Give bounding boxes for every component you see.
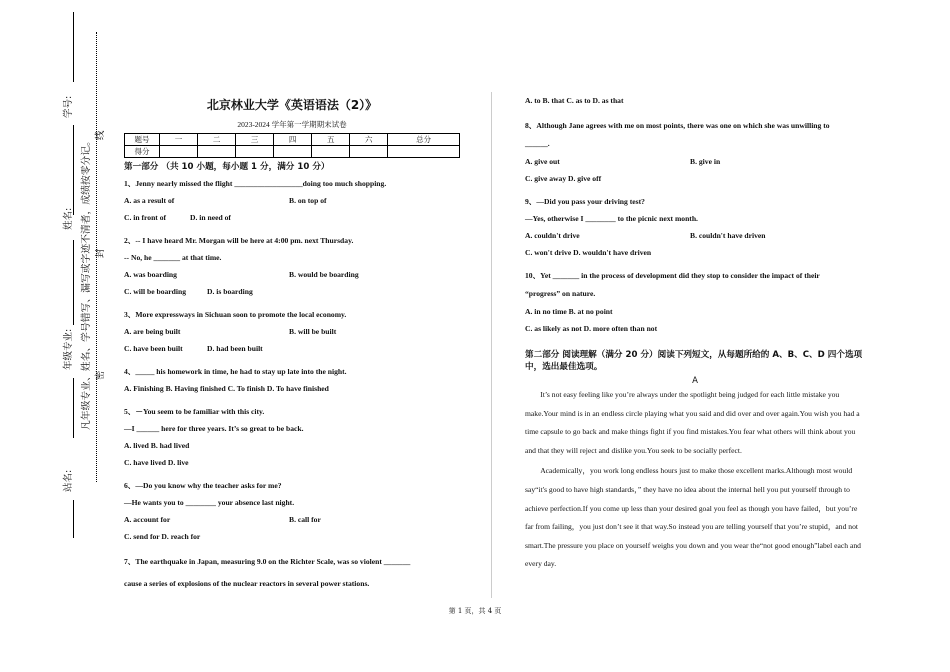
label-zhanming: 站名: bbox=[63, 469, 74, 492]
question-9: 9、—Did you pass your driving test? bbox=[525, 197, 645, 206]
question-9-options-row1 bbox=[525, 227, 865, 244]
question-5-reply: —I ______ here for three years. It’s so great to be back. bbox=[124, 424, 304, 433]
option: D. in need of bbox=[190, 213, 231, 222]
label-nianji: 年级专业: bbox=[63, 328, 74, 370]
question-2-options-row2 bbox=[124, 283, 460, 300]
question-7-cont: cause a series of explosions of the nuclear reactors in several power stations. bbox=[124, 579, 370, 588]
question-4-options: A. Finishing B. Having finished C. To finish D. To have finished bbox=[124, 384, 329, 393]
option: B. couldn't have driven bbox=[690, 231, 766, 240]
score-cell: 二 bbox=[198, 134, 236, 146]
exam-title: 北京林业大学《英语语法（2）》 bbox=[206, 98, 378, 112]
column-divider bbox=[491, 92, 492, 598]
score-blank[interactable] bbox=[160, 146, 198, 158]
option: A. are being built bbox=[124, 327, 181, 336]
option: B. on top of bbox=[289, 196, 327, 205]
option: A. give out bbox=[525, 157, 560, 166]
exam-subtitle: 2023-2024 学年第一学期期末试卷 bbox=[237, 120, 347, 129]
name-underline bbox=[73, 12, 74, 82]
score-cell: 四 bbox=[274, 134, 312, 146]
question-6-reply: —He wants you to ________ your absence last night. bbox=[124, 498, 295, 507]
question-1-options-row2 bbox=[124, 209, 460, 226]
instructions-text: 凡年级专业、姓名、学号错写、漏写或字迹不清者，成绩按零分记。 bbox=[81, 136, 92, 430]
question-7-options: A. to B. that C. as to D. as that bbox=[525, 96, 624, 105]
part1-heading: 第一部分 （共 10 小题，每小题 1 分，满分 10 分） bbox=[124, 162, 330, 172]
question-3-options-row2 bbox=[124, 340, 460, 357]
question-10-options-row2: C. as likely as not D. more often than not bbox=[525, 324, 658, 333]
label-xuehao: 学号: bbox=[63, 95, 74, 118]
question-2-reply: -- No, he _______ at that time. bbox=[124, 253, 222, 262]
score-cell: 一 bbox=[160, 134, 198, 146]
question-10: 10、Yet _______ in the process of development did they stop to consider the impact of their bbox=[525, 271, 820, 280]
score-cell: 总分 bbox=[388, 134, 460, 146]
option: D. had been built bbox=[207, 344, 263, 353]
passage-paragraph-2: Academically，you work long endless hours just to make those excellent marks.Although most would say“it's good to have high standards，” they have no idea about the internal hell you put yourself through to achieve perfection.If you come up less than your desired goal you feel as though you have failed，but you’re far from failing，you just don’t see it that way.So instead you are telling yourself that you’re stupid，and not smart.The pressure you place on yourself weighs you down and you wear the“not good enough”label each and every day. bbox=[525, 466, 861, 569]
seal-xian: 线 bbox=[95, 130, 106, 140]
score-cell: 六 bbox=[350, 134, 388, 146]
option: A. account for bbox=[124, 515, 171, 524]
zhanming-underline bbox=[73, 500, 74, 538]
question-7: 7、The earthquake in Japan, measuring 9.0 on the Richter Scale, was so violent _______ bbox=[124, 557, 411, 566]
question-3-options-row1 bbox=[124, 323, 460, 340]
option: D. is boarding bbox=[207, 287, 253, 296]
left-column bbox=[124, 96, 460, 595]
question-8: 8、Although Jane agrees with me on most points, there was one on which she was unwilling to bbox=[525, 121, 830, 130]
question-10-cont: “progress” on nature. bbox=[525, 289, 596, 298]
option: B. will be built bbox=[289, 327, 337, 336]
question-1: 1、Jenny nearly missed the flight __________________doing too much shopping. bbox=[124, 179, 387, 188]
question-2: 2、-- I have heard Mr. Morgan will be here at 4:00 pm. next Thursday. bbox=[124, 236, 354, 245]
option: B. would be boarding bbox=[289, 270, 359, 279]
question-8-cont: ______. bbox=[525, 139, 550, 148]
score-table-header-row bbox=[125, 134, 460, 146]
question-8-options-row2: C. give away D. give off bbox=[525, 174, 602, 183]
question-6-options-row2: C. send for D. reach for bbox=[124, 532, 201, 541]
option: A. couldn't drive bbox=[525, 231, 580, 240]
question-1-options-row1 bbox=[124, 192, 460, 209]
label-xingming: 姓名: bbox=[63, 207, 74, 230]
passage-label: A bbox=[692, 376, 698, 386]
seal-line bbox=[96, 32, 97, 482]
seal-mi: 密 bbox=[95, 370, 106, 380]
option: B. call for bbox=[289, 515, 321, 524]
question-4: 4、_____ his homework in time, he had to stay up late into the night. bbox=[124, 367, 347, 376]
option: C. have been built bbox=[124, 344, 183, 353]
part2-heading: 第二部分 阅读理解（满分 20 分）阅读下列短文，从每题所给的 A、B、C、D 四个选项中，选出最佳选项。 bbox=[525, 350, 863, 372]
question-9-options-row2: C. won't drive D. wouldn't have driven bbox=[525, 248, 652, 257]
score-blank[interactable] bbox=[198, 146, 236, 158]
option: C. in front of bbox=[124, 213, 167, 222]
question-6-options-row1 bbox=[124, 511, 460, 528]
score-blank[interactable] bbox=[350, 146, 388, 158]
question-10-options-row1: A. in no time B. at no point bbox=[525, 307, 613, 316]
xuehao-underline bbox=[73, 125, 74, 215]
option: A. was boarding bbox=[124, 270, 177, 279]
question-9-reply: —Yes, otherwise I ________ to the picnic next month. bbox=[525, 214, 698, 223]
score-table bbox=[124, 133, 460, 158]
option: A. as a result of bbox=[124, 196, 175, 205]
score-cell: 五 bbox=[312, 134, 350, 146]
score-cell: 得分 bbox=[125, 146, 160, 158]
score-blank[interactable] bbox=[274, 146, 312, 158]
question-3: 3、More expressways in Sichuan soon to promote the local economy. bbox=[124, 310, 347, 319]
question-8-options-row1 bbox=[525, 153, 865, 170]
question-6: 6、—Do you know why the teacher asks for me? bbox=[124, 481, 282, 490]
score-blank[interactable] bbox=[388, 146, 460, 158]
right-column bbox=[525, 92, 865, 574]
score-table-score-row bbox=[125, 146, 460, 158]
passage-paragraph-1: It’s not easy feeling like you’re always under the spotlight being judged for each little mistake you make.Your mind is in an endless circle playing what you said and did over and over again.You wish you had a time capsule to go back and make things fight if you find mistakes.You fear what others will think about you and that they will reject and dislike you.You seek to be socially perfect. bbox=[525, 390, 860, 455]
option: B. give in bbox=[690, 157, 721, 166]
score-blank[interactable] bbox=[236, 146, 274, 158]
score-blank[interactable] bbox=[312, 146, 350, 158]
seal-feng: 封 bbox=[95, 248, 106, 258]
nianji-underline bbox=[73, 378, 74, 438]
option: C. will be boarding bbox=[124, 287, 187, 296]
page-footer: 第 1 页，共 4 页 bbox=[448, 607, 502, 615]
binding-margin bbox=[0, 0, 110, 672]
xingming-underline bbox=[73, 240, 74, 325]
question-5-options-row1: A. lived B. had lived bbox=[124, 441, 190, 450]
question-5-options-row2: C. have lived D. live bbox=[124, 458, 189, 467]
question-2-options-row1 bbox=[124, 266, 460, 283]
question-5: 5、－You seem to be familiar with this city. bbox=[124, 407, 265, 416]
score-cell: 三 bbox=[236, 134, 274, 146]
score-cell: 题号 bbox=[125, 134, 160, 146]
